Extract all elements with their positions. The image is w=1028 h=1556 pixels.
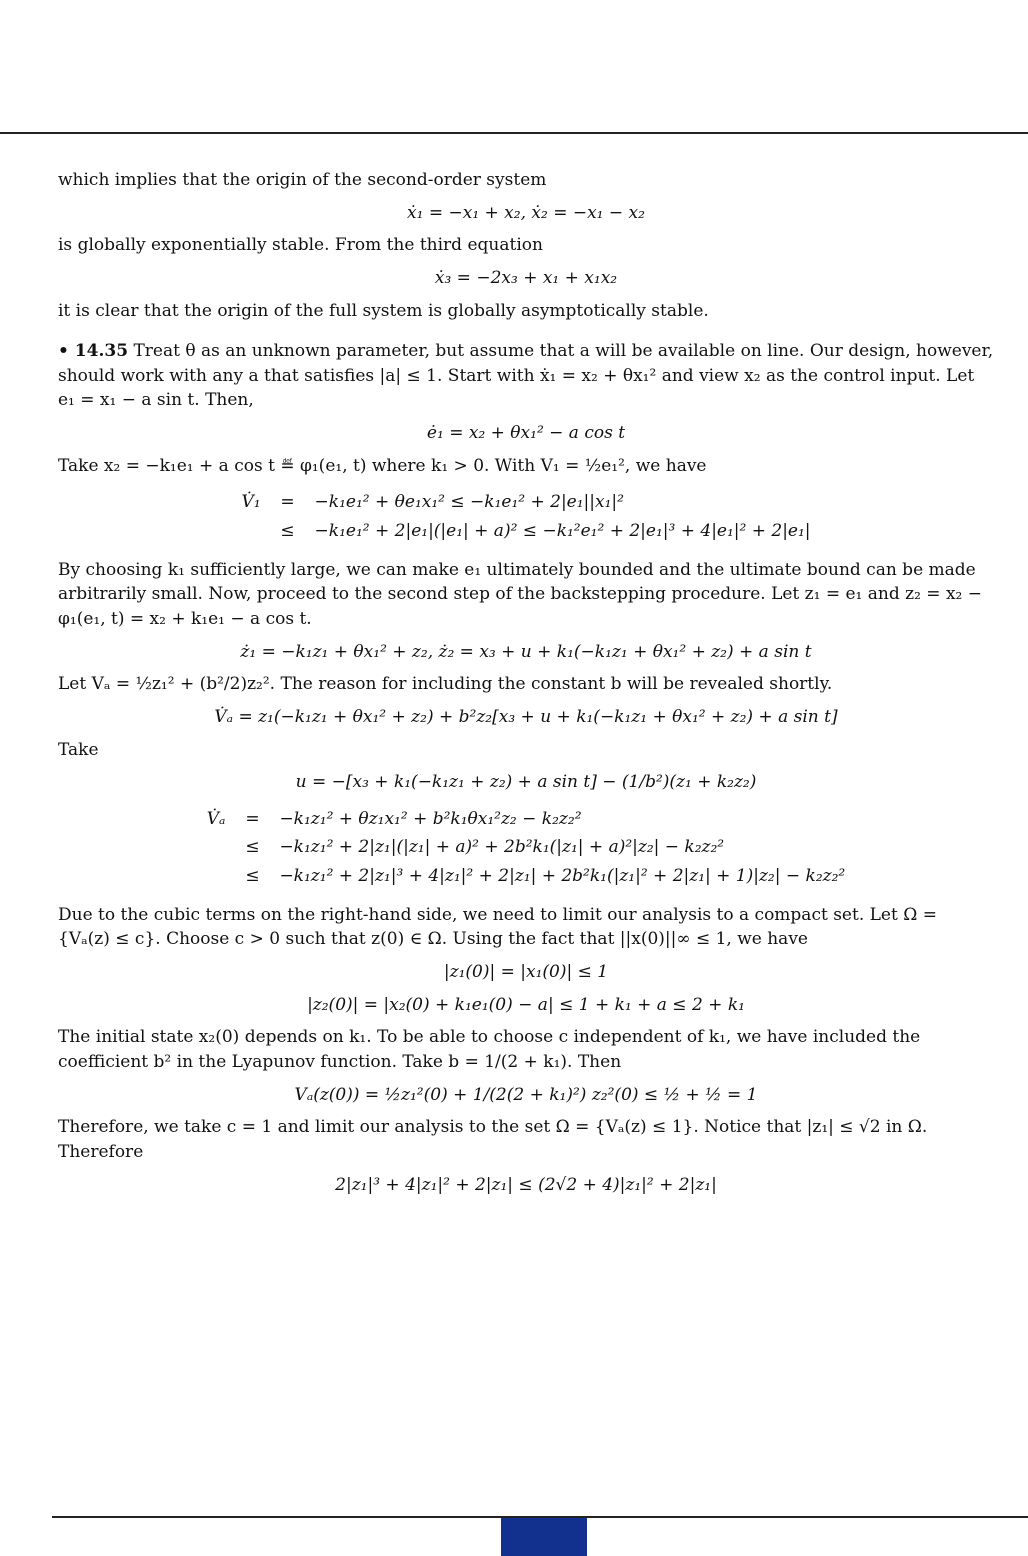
equation-e1-dot: ė₁ = x₂ + θx₁² − a cos t (426, 423, 626, 444)
top-rule (0, 132, 1028, 134)
page-number-tab (501, 1518, 587, 1556)
paragraph-2: is globally exponentially stable. From the third equation (58, 235, 543, 256)
paragraph-3: it is clear that the origin of the full system is globally asymptotically stable. (58, 300, 709, 321)
page-content (58, 168, 994, 1205)
paragraph-8: Take (58, 739, 99, 760)
eq4-rel-2: ≤ (280, 521, 295, 542)
problem-14-35 (58, 339, 994, 413)
eq8-rhs-3: −k₁z₁² + 2|z₁|³ + 4|z₁|² + 2|z₁| + 2b²k₁(|z₁|² + 2|z₁| + 1)|z₂| − k₂z₂² (279, 866, 846, 887)
equation-third: ẋ₃ = −2x₃ + x₁ + x₁x₂ (434, 267, 618, 288)
equation-z-dot: ż₁ = −k₁z₁ + θx₁² + z₂, ż₂ = x₃ + u + k₁(−k₁z₁ + θx₁² + z₂) + a sin t (240, 641, 812, 662)
eq8-rel-3: ≤ (245, 866, 260, 887)
eq8-rhs-1: −k₁z₁² + θz₁x₁² + b²k₁θx₁²z₂ − k₂z₂² (279, 808, 582, 829)
equation-control-u: u = −[x₃ + k₁(−k₁z₁ + z₂) + a sin t] − (1/b²)(z₁ + k₂z₂) (295, 772, 757, 793)
paragraph-1: which implies that the origin of the second-order system (58, 170, 547, 190)
eq8-rhs-2: −k₁z₁² + 2|z₁|(|z₁| + a)² + 2b²k₁(|z₁| + a)²|z₂| − k₂z₂² (279, 837, 725, 858)
eq4-rel-1: = (280, 492, 295, 513)
paragraph-10: The initial state x₂(0) depends on k₁. To be able to choose c independent of k₁, we have included the coefficient b² in the Lyapunov function. Take b = 1/(2 + k₁). Then (58, 1027, 921, 1072)
eq8-rel-1: = (245, 808, 260, 829)
equation-v1-dot (58, 488, 994, 545)
eq8-rel-2: ≤ (245, 837, 260, 858)
eq8-lhs: V̇ₐ (206, 808, 226, 829)
eq4-rhs-1: −k₁e₁² + θe₁x₁² ≤ −k₁e₁² + 2|e₁||x₁|² (314, 492, 624, 513)
problem-label: • 14.35 (58, 341, 129, 362)
paragraph-9: Due to the cubic terms on the right-hand side, we need to limit our analysis to a compact set. Let Ω = {Vₐ(z) ≤ c}. Choose c > 0 such that z(0) ∈ Ω. Using the fact that ||x(0)||∞ ≤ 1, we have (58, 904, 937, 950)
paragraph-4: Treat θ as an unknown parameter, but assume that a will be available on line. Our design, however, should work with any a that satisfies |a| ≤ 1. Start with ẋ₁ = x₂ + θx₁² and view x₂ as the control input. Let e₁ = x₁ − a sin t. Then, (58, 341, 994, 411)
eq4-rhs-2: −k₁e₁² + 2|e₁|(|e₁| + a)² ≤ −k₁²e₁² + 2|e₁|³ + 4|e₁|² + 2|e₁| (314, 521, 811, 542)
paragraph-11: Therefore, we take c = 1 and limit our analysis to the set Ω = {Vₐ(z) ≤ 1}. Notice that |z₁| ≤ √2 in Ω. Therefore (58, 1117, 928, 1162)
eq4-lhs: V̇₁ (241, 492, 261, 513)
paragraph-7: Let Vₐ = ½z₁² + (b²/2)z₂². The reason for including the constant b will be revealed shortly. (58, 674, 833, 695)
equation-va-dot: V̇ₐ = z₁(−k₁z₁ + θx₁² + z₂) + b²z₂[x₃ + u + k₁(−k₁z₁ + θx₁² + z₂) + a sin t] (214, 706, 838, 727)
paragraph-5: Take x₂ = −k₁e₁ + a cos t ≝ φ₁(e₁, t) where k₁ > 0. With V₁ = ½e₁², we have (58, 455, 707, 476)
equation-system: ẋ₁ = −x₁ + x₂, ẋ₂ = −x₁ − x₂ (407, 202, 645, 223)
equation-va-dot-bound (58, 805, 994, 891)
equation-z1-initial: |z₁(0)| = |x₁(0)| ≤ 1 (443, 962, 609, 983)
equation-bound-final: 2|z₁|³ + 4|z₁|² + 2|z₁| ≤ (2√2 + 4)|z₁|² + 2|z₁| (335, 1174, 717, 1195)
equation-z2-initial: |z₂(0)| = |x₂(0) + k₁e₁(0) − a| ≤ 1 + k₁ + a ≤ 2 + k₁ (307, 994, 745, 1015)
equation-va-initial: Vₐ(z(0)) = ½z₁²(0) + 1/(2(2 + k₁)²) z₂²(0) ≤ ½ + ½ = 1 (294, 1084, 758, 1105)
paragraph-6: By choosing k₁ sufficiently large, we can make e₁ ultimately bounded and the ultimate bound can be made arbitrarily small. Now, proceed to the second step of the backstepping procedure. Let z₁ = e₁ and z₂ = x₂ − φ₁(e₁, t) = x₂ + k₁e₁ − a cos t. (58, 559, 983, 629)
